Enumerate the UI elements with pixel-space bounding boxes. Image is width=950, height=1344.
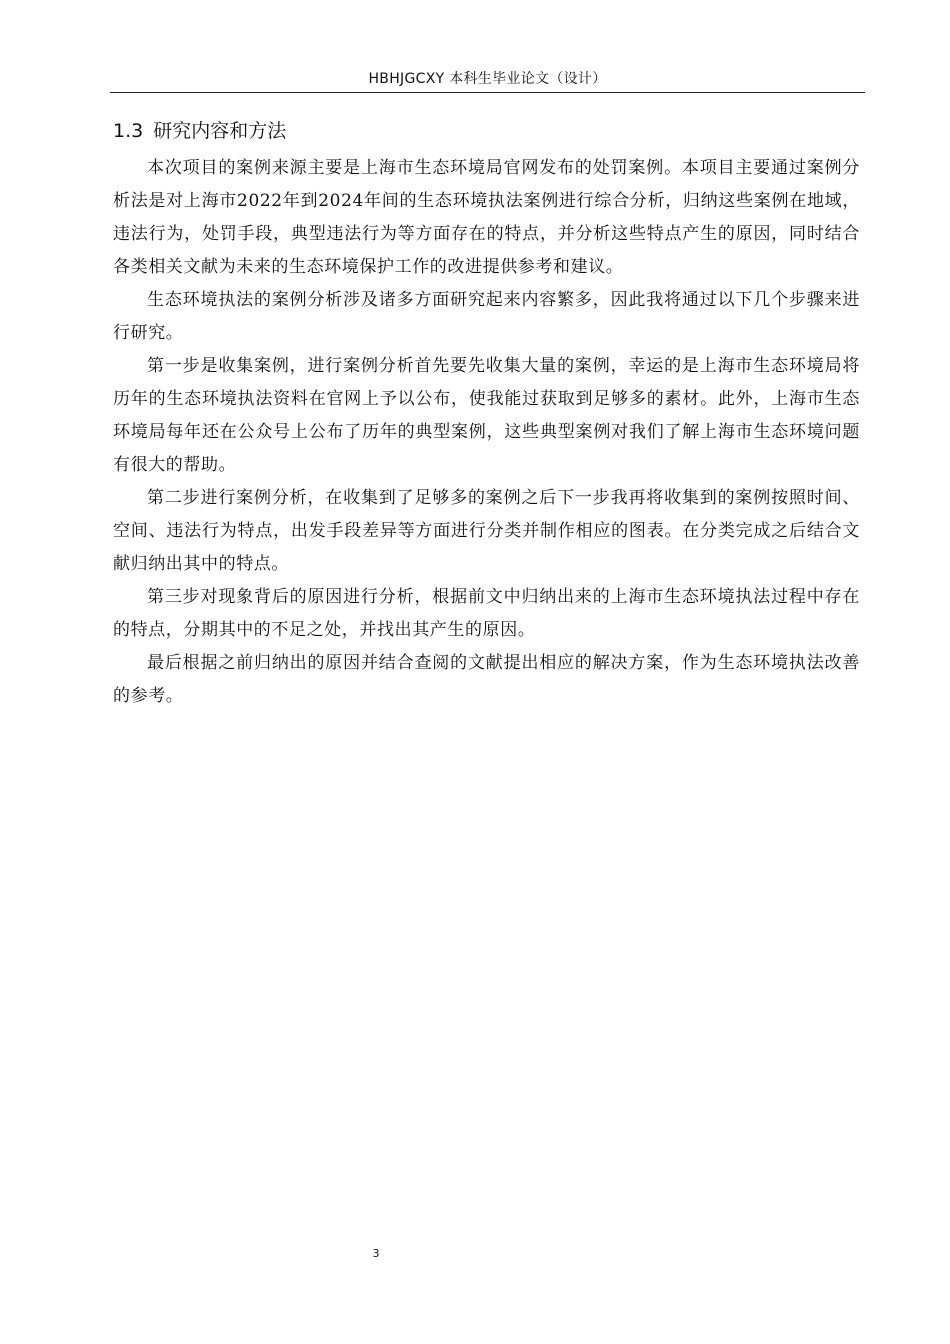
paragraph-steps-overview: 生态环境执法的案例分析涉及诸多方面研究起来内容繁多，因此我将通过以下几个步骤来进行研究。 <box>113 290 860 343</box>
section-heading <box>113 116 286 146</box>
page-number: 3 <box>372 1247 380 1260</box>
running-header <box>110 66 865 93</box>
section-body <box>113 152 860 713</box>
section-number: 1.3 <box>113 120 144 142</box>
running-header-title: HBHJGCXY 本科生毕业论文（设计） <box>368 71 607 87</box>
paragraph-step-one: 第一步是收集案例，进行案例分析首先要先收集大量的案例，幸运的是上海市生态环境局将历年的生态环境执法资料在官网上予以公布，使我能过获取到足够多的素材。此外，上海市生态环境局每年还在公众号上公布了历年的典型案例，这些典型案例对我们了解上海市生态环境问题有很大的帮助。 <box>113 356 860 475</box>
paragraph-step-three: 第三步对现象背后的原因进行分析，根据前文中归纳出来的上海市生态环境执法过程中存在的特点，分期其中的不足之处，并找出其产生的原因。 <box>113 587 860 640</box>
section-title: 研究内容和方法 <box>153 120 287 142</box>
paragraph-final-step: 最后根据之前归纳出的原因并结合查阅的文献提出相应的解决方案，作为生态环境执法改善的参考。 <box>113 653 860 706</box>
paragraph-step-two: 第二步进行案例分析，在收集到了足够多的案例之后下一步我再将收集到的案例按照时间、空间、违法行为特点，出发手段差异等方面进行分类并制作相应的图表。在分类完成之后结合文献归纳出其中的特点。 <box>113 488 860 574</box>
paragraph-intro: 本次项目的案例来源主要是上海市生态环境局官网发布的处罚案例。本项目主要通过案例分析法是对上海市2022年到2024年间的生态环境执法案例进行综合分析，归纳这些案例在地域，违法行为，处罚手段，典型违法行为等方面存在的特点，并分析这些特点产生的原因，同时结合各类相关文献为未来的生态环境保护工作的改进提供参考和建议。 <box>113 158 860 277</box>
